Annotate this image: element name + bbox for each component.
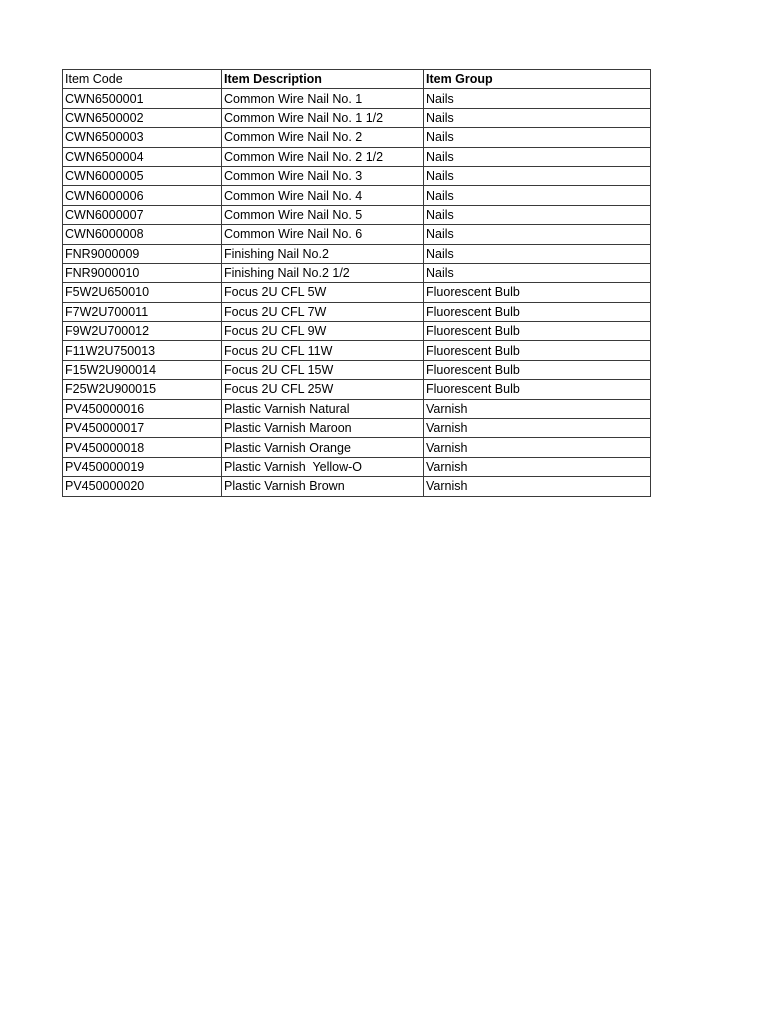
table-row bbox=[63, 205, 651, 224]
item-description-cell: Focus 2U CFL 11W bbox=[222, 341, 424, 360]
item-group-cell: Fluorescent Bulb bbox=[424, 380, 651, 399]
item-code-cell: F7W2U700011 bbox=[63, 302, 222, 321]
item-description-cell: Focus 2U CFL 25W bbox=[222, 380, 424, 399]
item-description-cell: Finishing Nail No.2 1/2 bbox=[222, 263, 424, 282]
item-group-cell: Varnish bbox=[424, 477, 651, 496]
item-group-cell: Nails bbox=[424, 147, 651, 166]
table-row bbox=[63, 438, 651, 457]
item-description-cell: Common Wire Nail No. 6 bbox=[222, 225, 424, 244]
item-group-cell: Nails bbox=[424, 89, 651, 108]
item-table bbox=[62, 69, 651, 497]
item-code-cell: PV450000017 bbox=[63, 419, 222, 438]
item-code-cell: CWN6500002 bbox=[63, 108, 222, 127]
item-description-cell: Focus 2U CFL 9W bbox=[222, 322, 424, 341]
item-description-cell: Plastic Varnish Orange bbox=[222, 438, 424, 457]
item-group-cell: Fluorescent Bulb bbox=[424, 322, 651, 341]
item-description-cell: Common Wire Nail No. 1 1/2 bbox=[222, 108, 424, 127]
table-row bbox=[63, 147, 651, 166]
item-code-cell: FNR9000010 bbox=[63, 263, 222, 282]
table-row bbox=[63, 225, 651, 244]
table-row bbox=[63, 283, 651, 302]
item-group-cell: Nails bbox=[424, 108, 651, 127]
item-description-cell: Finishing Nail No.2 bbox=[222, 244, 424, 263]
item-code-cell: PV450000016 bbox=[63, 399, 222, 418]
table-row bbox=[63, 302, 651, 321]
item-code-cell: PV450000018 bbox=[63, 438, 222, 457]
item-code-cell: F11W2U750013 bbox=[63, 341, 222, 360]
item-code-cell: F5W2U650010 bbox=[63, 283, 222, 302]
item-code-cell: PV450000020 bbox=[63, 477, 222, 496]
table-row bbox=[63, 341, 651, 360]
item-code-cell: CWN6000005 bbox=[63, 166, 222, 185]
item-group-cell: Fluorescent Bulb bbox=[424, 360, 651, 379]
item-group-cell: Fluorescent Bulb bbox=[424, 283, 651, 302]
item-description-cell: Common Wire Nail No. 2 bbox=[222, 128, 424, 147]
header-item-code: Item Code bbox=[63, 70, 222, 89]
item-description-cell: Plastic Varnish Maroon bbox=[222, 419, 424, 438]
table-row bbox=[63, 108, 651, 127]
item-description-cell: Plastic Varnish Brown bbox=[222, 477, 424, 496]
item-description-cell: Plastic Varnish Natural bbox=[222, 399, 424, 418]
item-group-cell: Varnish bbox=[424, 419, 651, 438]
table-header bbox=[63, 70, 651, 89]
header-item-description: Item Description bbox=[222, 70, 424, 89]
table-row bbox=[63, 322, 651, 341]
item-code-cell: F9W2U700012 bbox=[63, 322, 222, 341]
table-row bbox=[63, 244, 651, 263]
item-description-cell: Common Wire Nail No. 4 bbox=[222, 186, 424, 205]
item-group-cell: Varnish bbox=[424, 438, 651, 457]
item-code-cell: CWN6500003 bbox=[63, 128, 222, 147]
item-list-sheet bbox=[62, 69, 651, 497]
item-code-cell: PV450000019 bbox=[63, 457, 222, 476]
table-row bbox=[63, 89, 651, 108]
item-code-cell: F25W2U900015 bbox=[63, 380, 222, 399]
item-description-cell: Focus 2U CFL 5W bbox=[222, 283, 424, 302]
table-row bbox=[63, 380, 651, 399]
item-code-cell: CWN6000006 bbox=[63, 186, 222, 205]
table-row bbox=[63, 419, 651, 438]
table-row bbox=[63, 457, 651, 476]
item-group-cell: Nails bbox=[424, 225, 651, 244]
header-row bbox=[63, 70, 651, 89]
item-group-cell: Nails bbox=[424, 128, 651, 147]
table-row bbox=[63, 166, 651, 185]
item-description-cell: Common Wire Nail No. 5 bbox=[222, 205, 424, 224]
item-description-cell: Focus 2U CFL 15W bbox=[222, 360, 424, 379]
item-group-cell: Varnish bbox=[424, 457, 651, 476]
item-group-cell: Nails bbox=[424, 244, 651, 263]
table-row bbox=[63, 128, 651, 147]
item-group-cell: Fluorescent Bulb bbox=[424, 302, 651, 321]
item-code-cell: CWN6000008 bbox=[63, 225, 222, 244]
item-group-cell: Nails bbox=[424, 186, 651, 205]
item-group-cell: Fluorescent Bulb bbox=[424, 341, 651, 360]
header-item-group: Item Group bbox=[424, 70, 651, 89]
table-row bbox=[63, 399, 651, 418]
item-code-cell: CWN6500001 bbox=[63, 89, 222, 108]
table-body bbox=[63, 89, 651, 496]
item-description-cell: Common Wire Nail No. 2 1/2 bbox=[222, 147, 424, 166]
item-description-cell: Common Wire Nail No. 1 bbox=[222, 89, 424, 108]
item-description-cell: Common Wire Nail No. 3 bbox=[222, 166, 424, 185]
item-code-cell: FNR9000009 bbox=[63, 244, 222, 263]
table-row bbox=[63, 477, 651, 496]
item-code-cell: CWN6500004 bbox=[63, 147, 222, 166]
item-group-cell: Nails bbox=[424, 205, 651, 224]
item-group-cell: Nails bbox=[424, 263, 651, 282]
item-code-cell: F15W2U900014 bbox=[63, 360, 222, 379]
table-row bbox=[63, 263, 651, 282]
item-code-cell: CWN6000007 bbox=[63, 205, 222, 224]
item-description-cell: Plastic Varnish Yellow-O bbox=[222, 457, 424, 476]
item-group-cell: Nails bbox=[424, 166, 651, 185]
item-group-cell: Varnish bbox=[424, 399, 651, 418]
item-description-cell: Focus 2U CFL 7W bbox=[222, 302, 424, 321]
table-row bbox=[63, 360, 651, 379]
table-row bbox=[63, 186, 651, 205]
